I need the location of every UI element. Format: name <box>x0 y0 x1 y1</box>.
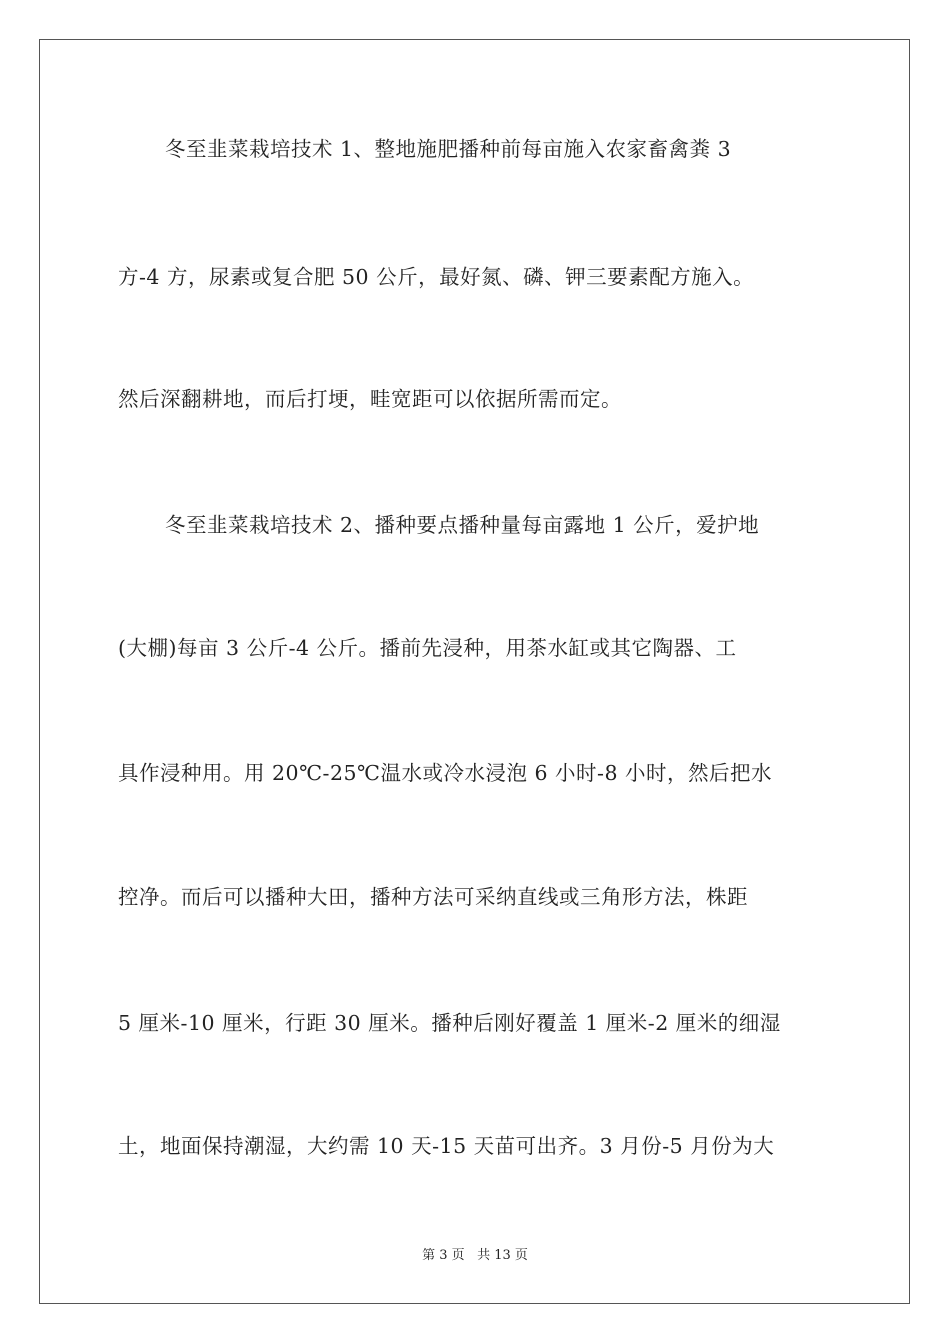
paragraph-2-line-5: 5 厘米-10 厘米，行距 30 厘米。播种后刚好覆盖 1 厘米-2 厘米的细湿 <box>118 1011 781 1035</box>
paragraph-2-line-4: 控净。而后可以播种大田，播种方法可采纳直线或三角形方法，株距 <box>118 885 748 909</box>
page-footer <box>0 1247 950 1265</box>
total-pages: 共 13 页 <box>477 1248 528 1263</box>
paragraph-2-line-6: 土，地面保持潮湿，大约需 10 天-15 天苗可出齐。3 月份-5 月份为大 <box>118 1134 775 1158</box>
paragraph-2-line-1: 冬至韭菜栽培技术 2、播种要点播种量每亩露地 1 公斤，爱护地 <box>165 513 760 537</box>
page-border <box>39 39 910 1304</box>
paragraph-1-line-1: 冬至韭菜栽培技术 1、整地施肥播种前每亩施入农家畜禽粪 3 <box>165 137 732 161</box>
paragraph-1-line-3: 然后深翻耕地，而后打埂，畦宽距可以依据所需而定。 <box>118 387 622 411</box>
page-number: 第 3 页 <box>422 1248 465 1263</box>
paragraph-2-line-3: 具作浸种用。用 20℃-25℃温水或冷水浸泡 6 小时-8 小时，然后把水 <box>118 761 773 785</box>
paragraph-2-line-2: (大棚)每亩 3 公斤-4 公斤。播前先浸种，用茶水缸或其它陶器、工 <box>118 636 737 660</box>
paragraph-1-line-2: 方-4 方，尿素或复合肥 50 公斤，最好氮、磷、钾三要素配方施入。 <box>118 265 755 289</box>
